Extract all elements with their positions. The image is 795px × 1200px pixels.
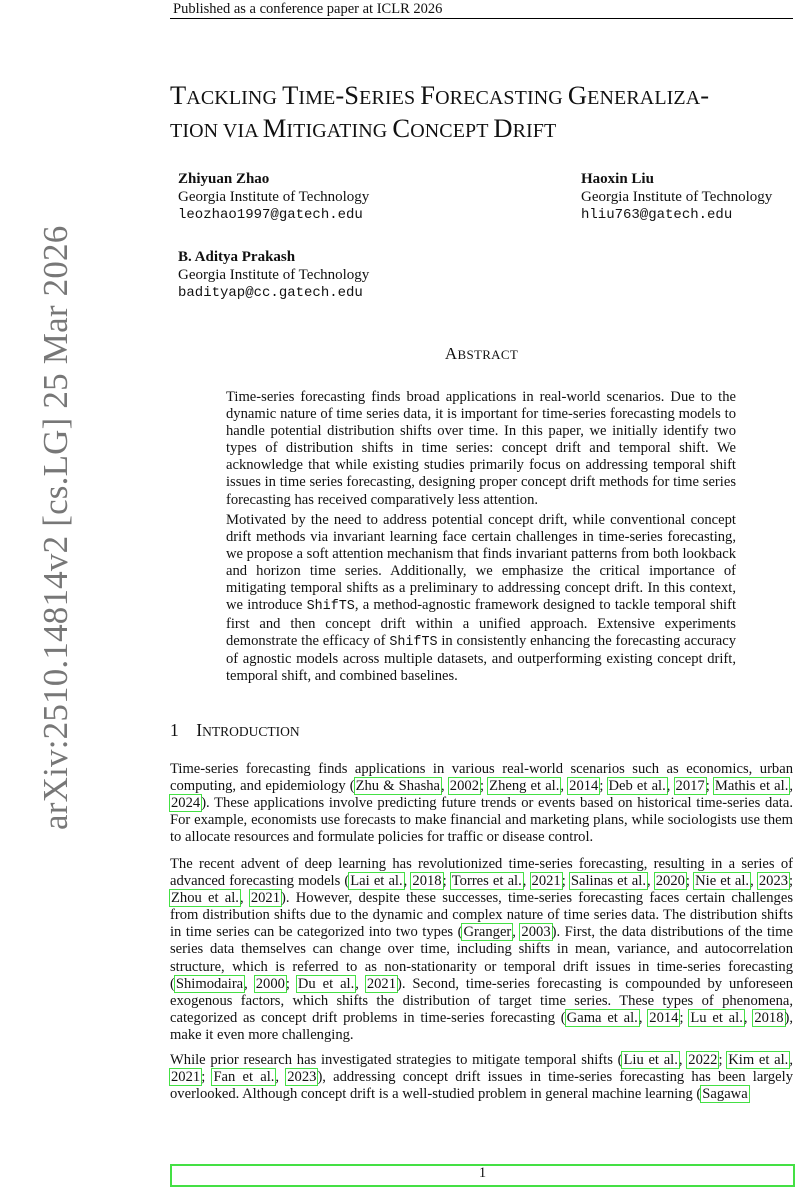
citation-link[interactable]: Sagawa xyxy=(702,1086,748,1103)
citation-link[interactable]: 2021 xyxy=(171,1069,201,1086)
citation-link[interactable]: 2002 xyxy=(449,778,479,795)
citation-link[interactable]: Gama et al. xyxy=(566,1009,638,1026)
citation-link[interactable]: 2018 xyxy=(754,1009,784,1026)
author-block-3 xyxy=(178,248,369,302)
citation-link[interactable]: 2022 xyxy=(688,1052,718,1068)
author-affiliation: Georgia Institute of Technology xyxy=(178,189,370,205)
citation-link[interactable]: Granger xyxy=(463,924,512,941)
arxiv-id: arXiv:2510.14814v2 [cs.LG] 25 Mar 2026 xyxy=(36,225,75,830)
citation-link[interactable]: Deb et al. xyxy=(608,778,666,795)
citation-link[interactable]: 2000 xyxy=(255,975,285,992)
citation-link[interactable]: Salinas et al. xyxy=(570,873,646,890)
citation-link[interactable]: 2014 xyxy=(649,1009,679,1026)
intro-paragraph-1: Time-series forecasting finds applications in various real-world scenarios such as economics, urban computing, and epidemiology (Zhu & Shasha, 2002; Zheng et al., 2014; Deb et al., 2017; Mathis et al., 2024). These applications involve predicting future trends or events based on historical time-series data. For example, economists use forecasts to make financial and marketing plans, while sociologists use them to allocate resources and formulate policies for traffic or disease control. xyxy=(170,761,794,846)
citation-link[interactable]: Du et al. xyxy=(297,975,355,992)
author-block-1 xyxy=(178,170,369,224)
citation-link[interactable]: 2024 xyxy=(171,795,201,812)
header-rule xyxy=(170,18,793,19)
method-name: ShifTS xyxy=(306,599,355,615)
citation-link[interactable]: 2021 xyxy=(250,890,281,907)
citation-link[interactable]: 2018 xyxy=(412,873,442,890)
citation-link[interactable]: 2023 xyxy=(758,873,789,890)
paper-title xyxy=(170,80,795,146)
citation-link[interactable]: Zhu & Shasha xyxy=(355,778,441,795)
method-name: ShifTS xyxy=(389,634,438,650)
citation-link[interactable]: Lai et al. xyxy=(350,873,403,890)
citation-link[interactable]: Mathis et al. xyxy=(714,778,789,795)
citation-link[interactable]: Fan et al. xyxy=(213,1069,275,1086)
page-number: 1 xyxy=(478,1165,487,1181)
citation-link[interactable]: Lu et al. xyxy=(690,1009,743,1026)
citation-link[interactable]: 2017 xyxy=(675,778,705,795)
author-email[interactable]: hliu763@gatech.edu xyxy=(581,207,733,223)
author-block-2 xyxy=(581,170,772,224)
author-name: Haoxin Liu xyxy=(581,171,654,187)
section-heading-introduction: 1 INTRODUCTION xyxy=(170,720,300,740)
citation-link[interactable]: Kim et al. xyxy=(728,1052,789,1068)
citation-link[interactable]: Torres et al. xyxy=(451,873,522,890)
citation-link[interactable]: Shimodaira xyxy=(175,975,244,992)
citation-link[interactable]: 2023 xyxy=(287,1069,317,1086)
citation-link[interactable]: Zheng et al. xyxy=(489,778,560,795)
intro-paragraph-3: While prior research has investigated strategies to mitigate temporal shifts (Liu et al., 2022; Kim et al., 2021; Fan et al., 2023), addressing concept drift issues in time-series forecasting has been largely overlooked. Although concept drift is a well-studied problem in general machine learning (Sagawa xyxy=(170,1052,794,1103)
author-email[interactable]: leozhao1997@gatech.edu xyxy=(178,207,363,223)
author-email[interactable]: badityap@cc.gatech.edu xyxy=(178,285,363,301)
citation-link[interactable]: 2021 xyxy=(531,873,561,890)
title-line-1: TACKLING TIME-SERIES FORECASTING GENERALIZA- xyxy=(170,80,710,110)
running-header: Published as a conference paper at ICLR 2026 xyxy=(173,1,443,17)
citation-link[interactable]: 2020 xyxy=(655,873,685,890)
abstract-paragraph-1: Time-series forecasting finds broad applications in real-world scenarios. Due to the dynamic nature of time series data, it is important for time-series forecasting models to handle potential distribution shifts over time. In this paper, we initially identify two types of distribution shifts in time series: concept drift and temporal shift. We acknowledge that while existing studies primarily focus on addressing temporal shift issues in time series forecasting, designing proper concept drift methods for time series forecasting has received comparatively less attention. xyxy=(226,389,736,508)
citation-link[interactable]: 2014 xyxy=(569,778,599,795)
abstract-paragraph-2: Motivated by the need to address potential concept drift, while conventional concept drift methods via invariant learning face certain challenges in time-series forecasting, we propose a soft attention mechanism that finds invariant patterns from both lookback and horizon time series. Additionally, we emphasize the critical importance of mitigating temporal shifts as a preliminary to addressing concept drift. In this context, we introduce ShifTS, a method-agnostic framework designed to tackle temporal shift first and then concept drift within a unified approach. Extensive experiments demonstrate the efficacy of ShifTS in consistently enhancing the forecasting accuracy of agnostic models across multiple datasets, and outperforming existing concept drift, temporal shift, and combined baselines. xyxy=(226,512,736,684)
citation-link[interactable]: 2003 xyxy=(521,924,551,941)
citation-link[interactable]: Liu et al. xyxy=(623,1052,678,1068)
citation-link[interactable]: Nie et al. xyxy=(695,873,750,890)
title-line-2: TION VIA MITIGATING CONCEPT DRIFT xyxy=(170,113,557,143)
citation-link[interactable]: 2021 xyxy=(366,975,396,992)
author-affiliation: Georgia Institute of Technology xyxy=(178,267,370,283)
citation-link[interactable]: Zhou et al. xyxy=(171,890,239,907)
intro-paragraph-2: The recent advent of deep learning has revolutionized time-series forecasting, resulting in a series of advanced forecasting models (Lai et al., 2018; Torres et al., 2021; Salinas et al., 2020; Nie et al., 2023; Zhou et al., 2021). However, despite these successes, time-series forecasting faces certain challenges from distribution shifts due to the dynamic and complex nature of time series data. The distribution shifts in time series can be categorized into two types (Granger, 2003). First, the data distributions of the time series data themselves can change over time, including shifts in mean, variance, and autocorrelation structure, which is referred to as non-stationarity or temporal drift issues in time-series forecasting (Shimodaira, 2000; Du et al., 2021). Second, time-series forecasting is compounded by unforeseen exogenous factors, which shifts the distribution of target time series. These types of phenomena, categorized as concept drift problems in time-series forecasting (Gama et al., 2014; Lu et al., 2018), make it even more challenging. xyxy=(170,856,794,1043)
author-name: Zhiyuan Zhao xyxy=(178,171,270,187)
author-name: B. Aditya Prakash xyxy=(178,249,296,265)
author-affiliation: Georgia Institute of Technology xyxy=(581,189,773,205)
abstract-heading: ABSTRACT xyxy=(444,344,519,363)
